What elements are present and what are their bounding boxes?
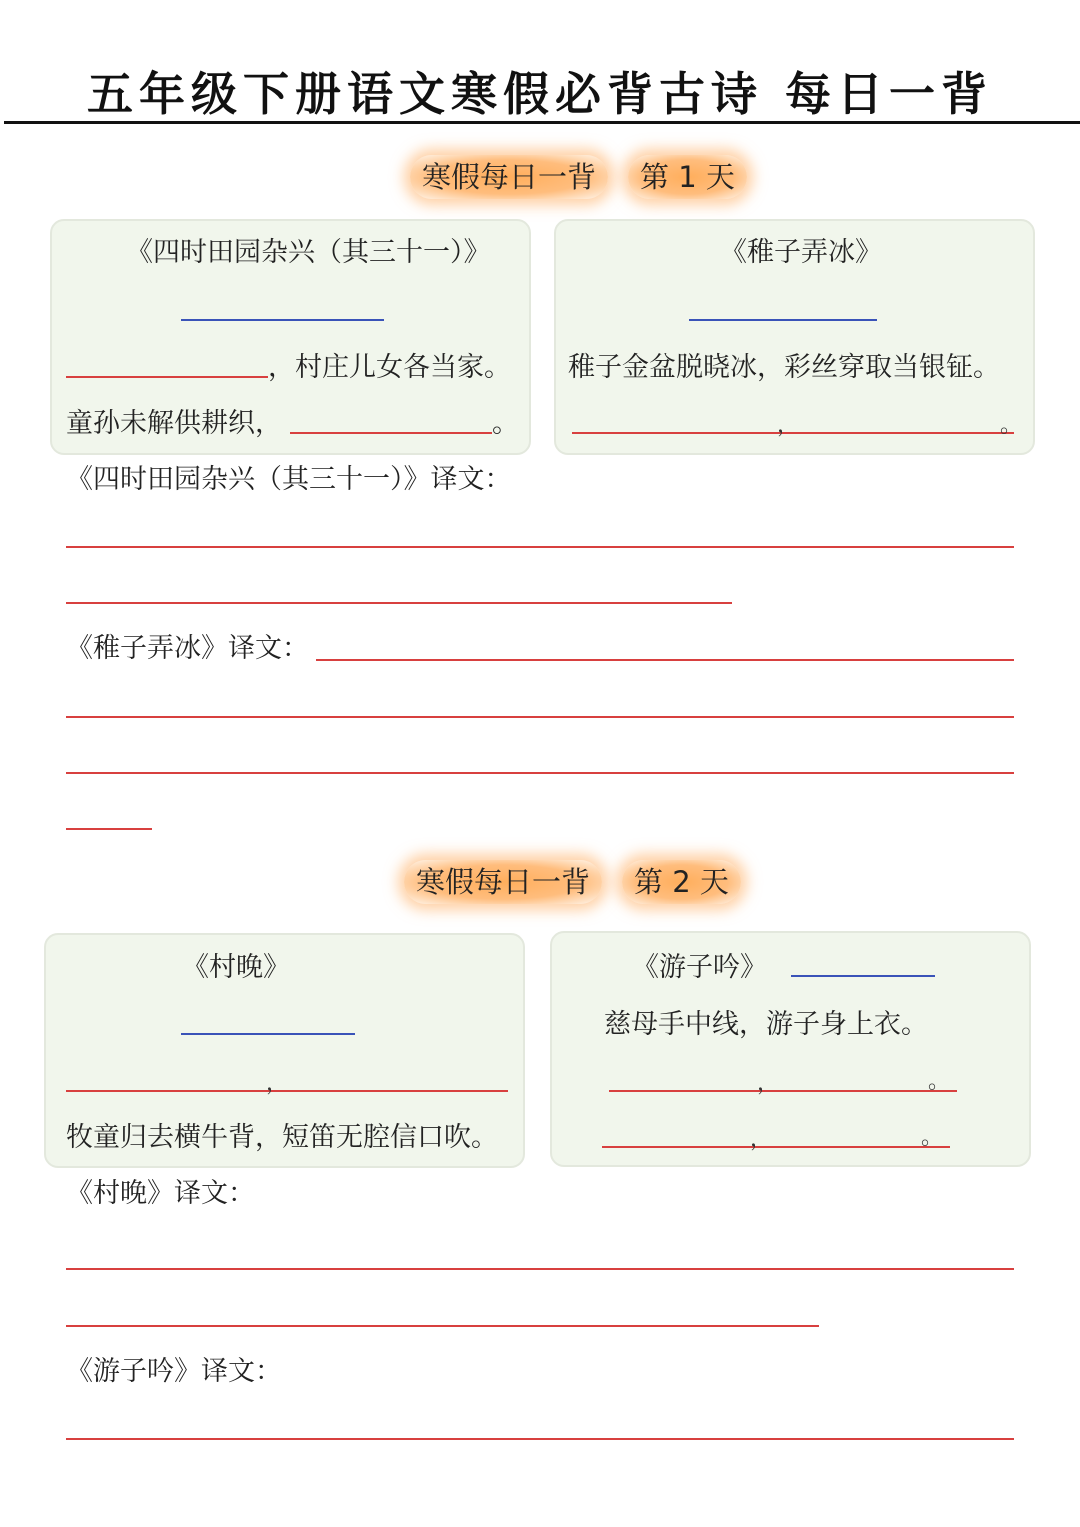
- blank-comma-zhizi: ，: [777, 413, 800, 438]
- day-2-badge-label: 寒假每日一背: [404, 860, 602, 904]
- day-2-badge: [404, 860, 741, 904]
- poem-title-sishi: 《四时田园杂兴（其三十一）》: [126, 237, 491, 268]
- verse-blank-sishi-1[interactable]: [66, 376, 268, 378]
- poem-line-zhizi-1: 稚子金盆脱晓冰，彩丝穿取当银钲。: [568, 352, 1000, 383]
- translation-line[interactable]: [66, 602, 732, 604]
- poem-card-youziyin: [550, 931, 1031, 1167]
- translation-label-cunwan: 《村晚》译文：: [66, 1178, 255, 1209]
- poem-title-youziyin: 《游子吟》: [632, 952, 767, 983]
- blank-comma-youziyin-3: ，: [750, 1127, 773, 1152]
- poem-line-youziyin-1: 慈母手中线，游子身上衣。: [604, 1009, 928, 1040]
- poem-title-zhizi: 《稚子弄冰》: [720, 237, 882, 268]
- author-blank-sishi[interactable]: [181, 319, 384, 321]
- translation-line[interactable]: [66, 1438, 1014, 1440]
- blank-end-youziyin-2: 。: [928, 1069, 951, 1094]
- poem-title-cunwan: 《村晚》: [182, 952, 290, 983]
- translation-line[interactable]: [66, 716, 1014, 718]
- translation-label-youziyin: 《游子吟》译文：: [66, 1356, 282, 1387]
- author-blank-zhizi[interactable]: [689, 319, 877, 321]
- author-blank-youziyin[interactable]: [791, 975, 935, 977]
- translation-line[interactable]: [66, 1325, 819, 1327]
- translation-line[interactable]: [66, 1268, 1014, 1270]
- verse-blank-youziyin-3[interactable]: [602, 1146, 950, 1148]
- page-title: 五年级下册语文寒假必背古诗 每日一背: [86, 67, 993, 121]
- blank-end-youziyin-3: 。: [921, 1125, 944, 1150]
- poem-line-sishi-2-end: 。: [492, 408, 519, 439]
- translation-line[interactable]: [66, 546, 1014, 548]
- translation-label-sishi: 《四时田园杂兴（其三十一）》译文：: [66, 464, 512, 495]
- blank-comma-cunwan: ，: [266, 1071, 289, 1096]
- translation-line[interactable]: [66, 772, 1014, 774]
- author-blank-cunwan[interactable]: [181, 1033, 355, 1035]
- translation-line[interactable]: [316, 659, 1014, 661]
- day-2-day-number: 第 2 天: [622, 860, 741, 904]
- blank-comma-youziyin-2: ，: [757, 1071, 780, 1096]
- day-1-badge-label: 寒假每日一背: [410, 155, 608, 199]
- poem-line-sishi-2: 童孙未解供耕织，: [66, 408, 282, 439]
- title-divider: [4, 121, 1080, 124]
- translation-label-zhizi: 《稚子弄冰》译文：: [66, 633, 309, 664]
- day-1-badge: [410, 155, 747, 199]
- poem-line-sishi-1: ，村庄儿女各当家。: [268, 352, 511, 383]
- verse-blank-sishi-2[interactable]: [290, 432, 492, 434]
- blank-end-zhizi: 。: [1000, 413, 1023, 438]
- poem-line-cunwan-2: 牧童归去横牛背，短笛无腔信口吹。: [66, 1122, 498, 1153]
- day-1-day-number: 第 1 天: [628, 155, 747, 199]
- verse-blank-youziyin-2[interactable]: [609, 1090, 957, 1092]
- translation-line[interactable]: [66, 828, 152, 830]
